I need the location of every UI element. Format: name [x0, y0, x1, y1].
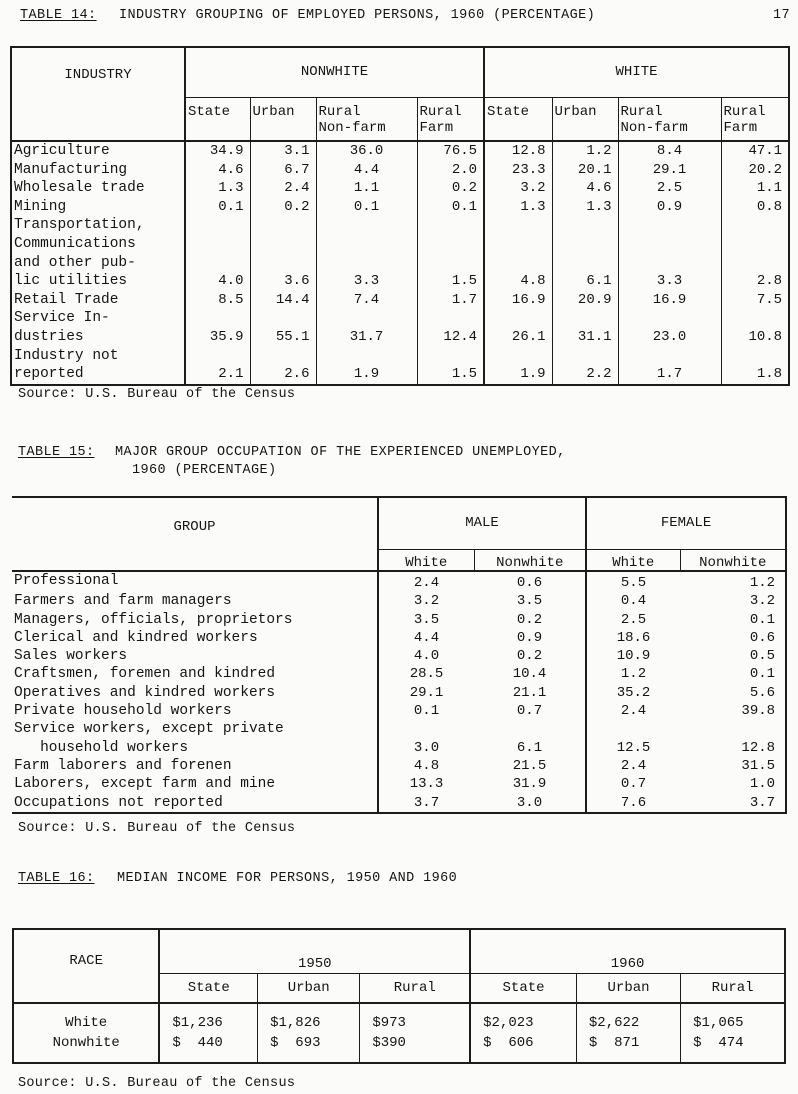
table-16: [12, 928, 786, 1064]
white-income: $973: [372, 1015, 406, 1031]
data-cell: 35.2: [616, 684, 651, 701]
row-label-line: Sales workers: [14, 648, 128, 665]
nonwhite-income: $ 606: [483, 1035, 534, 1051]
data-cell: 3.2: [413, 593, 440, 610]
column-header: Rural: [681, 973, 785, 1003]
row-label: [12, 775, 378, 793]
data-cell: 2.5: [618, 179, 721, 198]
income-cell: [576, 1003, 680, 1063]
data-cell: 0.1: [316, 198, 417, 217]
column-header: Rural: [360, 973, 470, 1003]
row-label-line: Professional: [14, 573, 119, 589]
row-label-line: lic utilities: [14, 273, 128, 290]
row-label-line: Manufacturing: [14, 161, 128, 178]
data-cell: 2.4: [413, 575, 440, 591]
row-label-line: Craftsmen, foremen and kindred: [14, 666, 276, 683]
data-cell: 4.4: [413, 629, 440, 646]
row-label: [11, 141, 185, 161]
data-cell: 0.1: [417, 198, 484, 217]
column-header: Urban: [552, 97, 618, 141]
row-label-line: Clerical and kindred workers: [14, 629, 258, 646]
column-header: State: [185, 97, 250, 141]
table-14-heading: [20, 9, 595, 23]
table-row: [12, 702, 786, 720]
row-label: [11, 309, 185, 346]
data-cell: 21.5: [474, 757, 586, 775]
data-cell: 0.6: [474, 571, 586, 592]
data-cell: 2.1: [185, 347, 250, 385]
column-header: Nonwhite: [474, 549, 586, 571]
data-cell: 29.1: [409, 684, 444, 701]
row-label: [12, 702, 378, 720]
data-cell: 4.8: [484, 216, 552, 290]
white-income: $1,065: [693, 1015, 744, 1031]
row-label-line: Laborers, except farm and mine: [14, 776, 276, 793]
row-label: [12, 611, 378, 629]
page-number: 17: [773, 8, 791, 23]
row-label: [12, 629, 378, 647]
data-cell: 3.3: [316, 216, 417, 290]
year-1960-header: 1960: [470, 929, 785, 973]
race-header: RACE: [13, 929, 159, 1003]
data-cell: 23.0: [618, 309, 721, 346]
data-cell: 3.5: [413, 611, 440, 628]
data-cell: 39.8: [741, 703, 776, 720]
income-cell: [360, 1003, 470, 1063]
data-cell: 20.1: [552, 161, 618, 180]
data-cell: 0.5: [749, 648, 776, 665]
data-cell: 1.3: [552, 198, 618, 217]
data-cell: 5.5: [620, 575, 647, 591]
data-cell: 4.6: [185, 161, 250, 180]
column-header-line: Rural Farm: [419, 103, 462, 136]
data-cell: 4.0: [185, 216, 250, 290]
row-label: [12, 665, 378, 683]
data-cell: 10.8: [748, 328, 783, 345]
data-cell: 2.2: [552, 347, 618, 385]
data-cell: 76.5: [417, 141, 484, 161]
table-16-data-row: [13, 1003, 785, 1063]
row-label-line: Managers, officials, proprietors: [14, 611, 293, 628]
column-header: State: [484, 97, 552, 141]
data-cell: 6.7: [250, 161, 316, 180]
row-label-line: household workers: [14, 739, 189, 756]
data-cell: 0.2: [250, 198, 316, 217]
row-label-line: Wholesale trade: [14, 180, 145, 197]
table-16-source: Source: U.S. Bureau of the Census: [18, 1076, 296, 1091]
data-cell: 12.4: [417, 309, 484, 346]
male-header: MALE: [378, 497, 586, 549]
race-labels: [13, 1003, 159, 1063]
row-label: [11, 216, 185, 290]
data-cell: 1.9: [484, 347, 552, 385]
data-cell: 7.4: [316, 291, 417, 310]
data-cell: 10.9: [616, 648, 651, 665]
table-14-source: Source: U.S. Bureau of the Census: [18, 387, 296, 402]
table-14: [10, 46, 790, 386]
data-cell: 0.4: [620, 593, 647, 610]
column-header: Urban: [250, 97, 316, 141]
row-label-line: Occupations not reported: [14, 794, 223, 811]
data-cell: 31.5: [741, 757, 776, 774]
column-header-line: Rural Farm: [723, 103, 766, 136]
data-cell: 18.6: [616, 629, 651, 646]
column-header: White: [586, 549, 680, 571]
data-cell: 2.6: [250, 347, 316, 385]
data-cell: 4.8: [413, 757, 440, 774]
data-cell: 0.9: [618, 198, 721, 217]
data-cell: 28.5: [409, 666, 444, 683]
row-label: [12, 647, 378, 665]
table-row: [11, 216, 789, 290]
nonwhite-income: $ 693: [270, 1035, 321, 1051]
race-label: Nonwhite: [52, 1035, 120, 1051]
data-cell: 55.1: [250, 309, 316, 346]
table-row: [12, 757, 786, 775]
data-cell: 10.4: [474, 665, 586, 683]
data-cell: 1.1: [316, 179, 417, 198]
row-label-line: Communications: [14, 235, 136, 252]
data-cell: 4.0: [413, 648, 440, 665]
row-label-line: Agriculture: [14, 143, 110, 159]
row-label-line: Service In-: [14, 310, 110, 327]
row-label-line: Transportation,: [14, 217, 145, 234]
row-label: [11, 347, 185, 385]
white-income: $1,236: [172, 1015, 223, 1031]
column-header: State: [159, 973, 257, 1003]
column-header: [721, 97, 789, 141]
data-cell: 1.7: [417, 291, 484, 310]
data-cell: 2.4: [620, 703, 647, 720]
table-row: [12, 629, 786, 647]
table-row: [12, 647, 786, 665]
column-header-line: Rural Non-farm: [620, 103, 688, 136]
table-16-title: MEDIAN INCOME FOR PERSONS, 1950 AND 1960: [117, 871, 458, 886]
table-14-title: INDUSTRY GROUPING OF EMPLOYED PERSONS, 1960 (PERCENTAGE): [119, 8, 596, 23]
data-cell: 6.1: [552, 216, 618, 290]
data-cell: 1.2: [552, 141, 618, 161]
row-label-line: Mining: [14, 198, 67, 215]
data-cell: 3.3: [618, 216, 721, 290]
data-cell: 1.3: [185, 179, 250, 198]
data-cell: 0.1: [185, 198, 250, 217]
table-row: [11, 309, 789, 346]
data-cell: 1.9: [316, 347, 417, 385]
data-cell: 0.2: [474, 647, 586, 665]
data-cell: 3.2: [749, 593, 776, 610]
row-label-line: Industry not: [14, 347, 119, 364]
table-row: [11, 141, 789, 161]
industry-header: INDUSTRY: [11, 47, 185, 141]
data-cell: 23.3: [484, 161, 552, 180]
data-cell: 31.7: [316, 309, 417, 346]
data-cell: 0.8: [756, 198, 783, 215]
table-15-heading: [18, 444, 566, 480]
data-cell: 1.2: [749, 575, 776, 591]
data-cell: 20.9: [552, 291, 618, 310]
income-cell: [681, 1003, 785, 1063]
data-cell: 12.8: [484, 141, 552, 161]
race-label: White: [65, 1015, 108, 1031]
data-cell: 2.5: [620, 611, 647, 628]
data-cell: 1.1: [756, 180, 783, 197]
white-group-header: WHITE: [484, 47, 789, 97]
row-label-line: Retail Trade: [14, 291, 119, 308]
row-label-line: Operatives and kindred workers: [14, 684, 276, 701]
year-1950-header: 1950: [159, 929, 470, 973]
row-label: [12, 592, 378, 610]
data-cell: 20.2: [748, 161, 783, 178]
column-header: [417, 97, 484, 141]
income-cell: [159, 1003, 257, 1063]
row-label: [12, 757, 378, 775]
table-15-label: TABLE 15:: [18, 445, 95, 460]
data-cell: 31.9: [474, 775, 586, 793]
table-row: [12, 611, 786, 629]
column-header: [618, 97, 721, 141]
data-cell: 16.9: [618, 291, 721, 310]
data-cell: 12.5: [616, 739, 651, 756]
row-label: [12, 794, 378, 813]
table-16-heading: [18, 872, 457, 886]
data-cell: 4.4: [316, 161, 417, 180]
data-cell: 0.7: [474, 702, 586, 720]
data-cell: 1.5: [417, 216, 484, 290]
row-label-line: Farmers and farm managers: [14, 593, 232, 610]
row-label: [11, 291, 185, 310]
data-cell: 8.4: [618, 141, 721, 161]
row-label: [12, 720, 378, 757]
nonwhite-income: $ 474: [693, 1035, 744, 1051]
data-cell: 2.0: [417, 161, 484, 180]
nonwhite-group-header: NONWHITE: [185, 47, 484, 97]
row-label-line: Private household workers: [14, 703, 232, 720]
data-cell: 1.3: [484, 198, 552, 217]
table-14-label: TABLE 14:: [20, 8, 97, 23]
income-cell: [470, 1003, 576, 1063]
table-row: [12, 794, 786, 813]
data-cell: 34.9: [185, 141, 250, 161]
table-row: [11, 179, 789, 198]
column-header: State: [470, 973, 576, 1003]
data-cell: 1.2: [620, 666, 647, 683]
column-header: Urban: [258, 973, 360, 1003]
table-16-label: TABLE 16:: [18, 871, 95, 886]
row-label-line: dustries: [14, 328, 84, 345]
data-cell: 2.4: [250, 179, 316, 198]
table-row: [11, 161, 789, 180]
table-row: [12, 720, 786, 757]
data-cell: 0.1: [749, 666, 776, 683]
row-label-line: Service workers, except private: [14, 721, 284, 738]
data-cell: 0.9: [474, 629, 586, 647]
white-income: $2,622: [588, 1015, 640, 1031]
data-cell: 0.2: [417, 179, 484, 198]
data-cell: 7.5: [756, 291, 783, 308]
table-15: [12, 496, 787, 814]
row-label: [12, 571, 378, 592]
data-cell: 1.7: [618, 347, 721, 385]
table-row: [12, 571, 786, 592]
column-header: Nonwhite: [680, 549, 786, 571]
data-cell: 1.5: [417, 347, 484, 385]
column-header: Urban: [576, 973, 680, 1003]
income-cell: [258, 1003, 360, 1063]
data-cell: 7.6: [620, 794, 647, 811]
white-income: $2,023: [483, 1015, 534, 1031]
data-cell: 31.1: [552, 309, 618, 346]
table-row: [11, 347, 789, 385]
row-label-line: and other pub-: [14, 254, 136, 271]
data-cell: 4.6: [552, 179, 618, 198]
data-cell: 12.8: [741, 739, 776, 756]
data-cell: 5.6: [749, 684, 776, 701]
data-cell: 16.9: [484, 291, 552, 310]
row-label: [12, 684, 378, 702]
row-label-line: reported: [14, 366, 84, 383]
column-header-line: Rural Non-farm: [318, 103, 386, 136]
female-header: FEMALE: [586, 497, 786, 549]
data-cell: 14.4: [250, 291, 316, 310]
table-row: [12, 775, 786, 793]
data-cell: 0.1: [413, 703, 440, 720]
data-cell: 3.1: [250, 141, 316, 161]
data-cell: 3.7: [749, 794, 776, 811]
data-cell: 13.3: [409, 776, 444, 793]
nonwhite-income: $ 440: [172, 1035, 223, 1051]
column-header: [316, 97, 417, 141]
data-cell: 1.0: [749, 776, 776, 793]
data-cell: 3.2: [484, 179, 552, 198]
data-cell: 2.4: [620, 757, 647, 774]
data-cell: 1.8: [721, 347, 789, 385]
data-cell: 0.6: [749, 629, 776, 646]
group-header: GROUP: [12, 497, 378, 571]
data-cell: 0.2: [474, 611, 586, 629]
table-row: [12, 592, 786, 610]
data-cell: 3.7: [413, 794, 440, 811]
table-row: [11, 198, 789, 217]
row-label: [11, 161, 185, 180]
data-cell: 35.9: [185, 309, 250, 346]
column-header: White: [378, 549, 474, 571]
table-row: [11, 291, 789, 310]
row-label-line: Farm laborers and forenen: [14, 757, 232, 774]
data-cell: 26.1: [484, 309, 552, 346]
data-cell: 3.0: [413, 739, 440, 756]
data-cell: 3.6: [250, 216, 316, 290]
table-row: [12, 665, 786, 683]
row-label: [11, 179, 185, 198]
table-15-title-line-1: MAJOR GROUP OCCUPATION OF THE EXPERIENCED UNEMPLOYED,: [115, 445, 566, 460]
data-cell: 2.8: [756, 273, 783, 290]
data-cell: 47.1: [748, 143, 783, 159]
table-15-source: Source: U.S. Bureau of the Census: [18, 821, 296, 836]
data-cell: 8.5: [185, 291, 250, 310]
nonwhite-income: $390: [372, 1035, 406, 1051]
white-income: $1,826: [270, 1015, 321, 1031]
data-cell: 3.0: [474, 794, 586, 813]
data-cell: 3.5: [474, 592, 586, 610]
data-cell: 0.7: [620, 776, 647, 793]
data-cell: 0.1: [749, 611, 776, 628]
data-cell: 21.1: [474, 684, 586, 702]
table-row: [12, 684, 786, 702]
nonwhite-income: $ 871: [588, 1035, 640, 1051]
data-cell: 36.0: [316, 141, 417, 161]
data-cell: 29.1: [618, 161, 721, 180]
row-label: [11, 198, 185, 217]
table-15-title-line-2: 1960 (PERCENTAGE): [132, 463, 277, 478]
data-cell: 6.1: [474, 720, 586, 757]
